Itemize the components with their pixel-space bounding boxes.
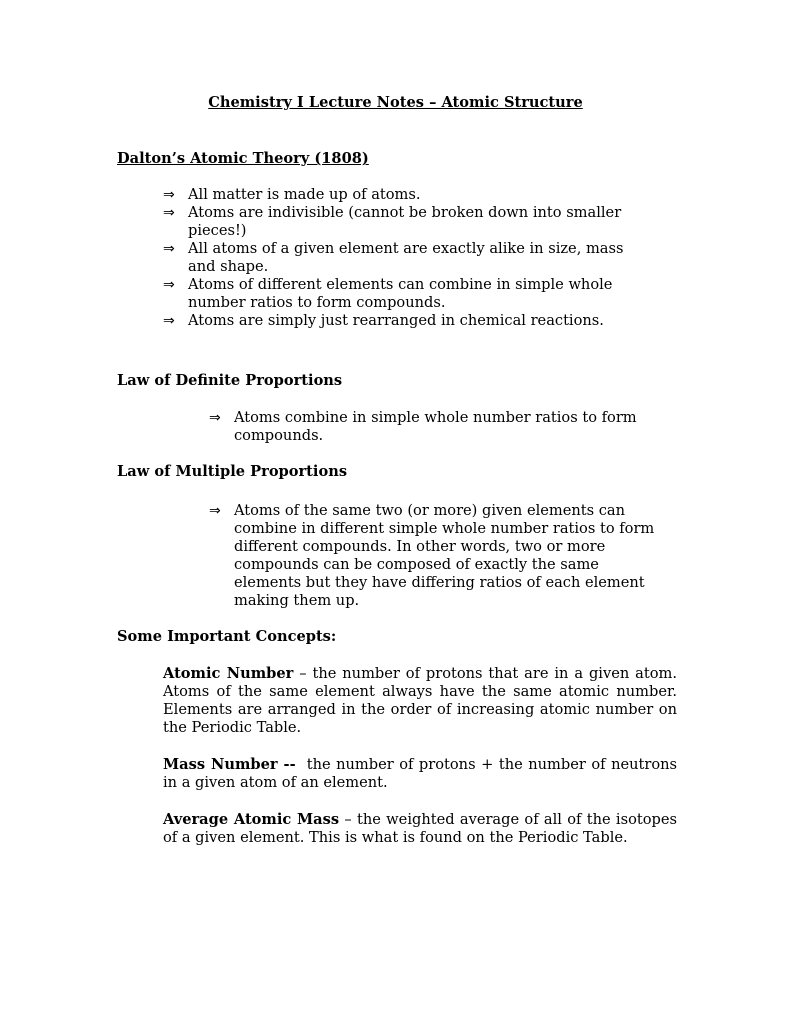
implies-arrow-icon: ⇒ [163,187,175,203]
list-item [209,409,649,445]
concept-mass-number [163,756,677,792]
concept-definition: the weighted average of all of the isotopes of a given element. This is what is found on the Periodic Table. [163,811,677,846]
list-item [163,312,643,330]
list-item [163,240,643,276]
multiple-proportions-heading: Law of Multiple Proportions [117,463,348,480]
definite-bullet-list [209,409,649,445]
implies-arrow-icon: ⇒ [209,410,221,426]
implies-arrow-icon: ⇒ [163,205,175,221]
dalton-bullet-list [163,186,643,330]
concept-definition: the number of protons + the number of neutrons in a given atom of an element. [163,756,678,791]
concept-separator: – [293,665,313,682]
bullet-text: Atoms of different elements can combine in simple whole number ratios to form compounds. [188,276,613,311]
list-item [163,276,633,312]
concept-separator: – [339,811,357,828]
bullet-text: All atoms of a given element are exactly alike in size, mass and shape. [188,240,624,275]
list-item [163,186,643,204]
concept-term: Mass Number -- [163,756,296,773]
definite-proportions-heading: Law of Definite Proportions [117,372,343,389]
concept-term: Average Atomic Mass [163,811,340,828]
page-title: Chemistry I Lecture Notes – Atomic Structure [208,94,583,111]
bullet-text: Atoms are simply just rearranged in chemical reactions. [188,312,604,329]
implies-arrow-icon: ⇒ [163,313,175,329]
concepts-heading: Some Important Concepts: [117,628,337,645]
implies-arrow-icon: ⇒ [209,503,221,519]
list-item [209,502,664,610]
bullet-text: Atoms are indivisible (cannot be broken down into smaller pieces!) [188,204,622,239]
bullet-text: Atoms combine in simple whole number ratios to form compounds. [234,409,637,444]
concept-atomic-number [163,665,677,737]
concept-average-atomic-mass [163,811,677,847]
dalton-heading: Dalton’s Atomic Theory (1808) [117,150,369,167]
bullet-text: All matter is made up of atoms. [188,186,421,203]
concept-term: Atomic Number [163,665,294,682]
concept-separator [296,756,307,773]
multiple-bullet-list [209,502,664,610]
implies-arrow-icon: ⇒ [163,277,175,293]
bullet-text: Atoms of the same two (or more) given elements can combine in different simple whole number ratios to form different compounds. In other words, two or more compounds can be composed of exactly the same elements but they have differing ratios of each element making them up. [234,502,655,609]
concept-definition: the number of protons that are in a given atom. Atoms of the same element always have the same atomic number. Elements are arranged in the order of increasing atomic number on the Periodic Table. [163,665,677,736]
list-item [163,204,633,240]
implies-arrow-icon: ⇒ [163,241,175,257]
